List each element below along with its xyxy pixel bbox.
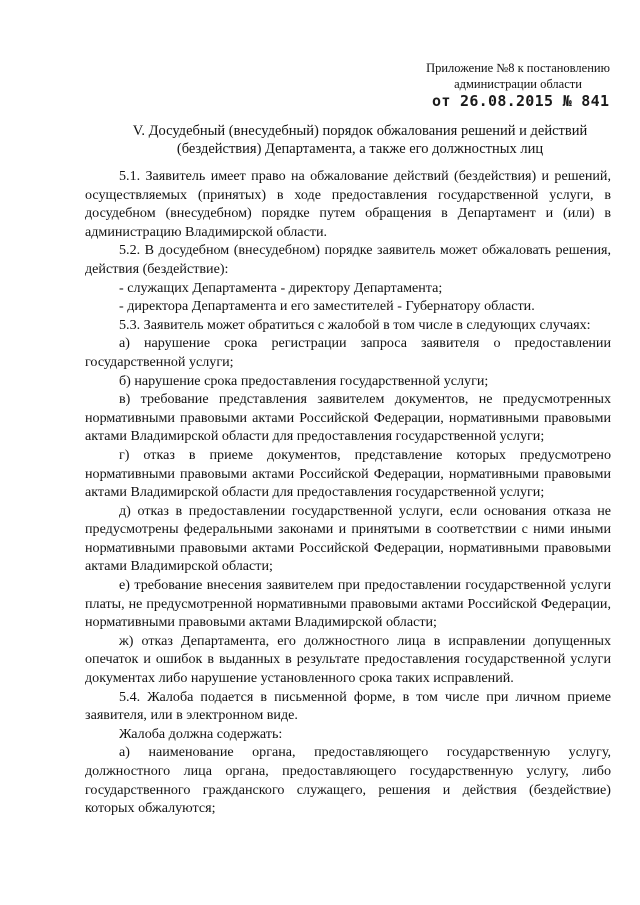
list-item-director: - директора Департамента и его заместителей - Губернатору области. — [119, 298, 535, 315]
complaint-contents-intro: Жалоба должна содержать: — [119, 725, 283, 742]
section-title-line-2: (бездействия) Департамента, а также его должностных лиц — [176, 141, 544, 157]
section-title-line-1: V. Досудебный (внесудебный) порядок обжалования решений и действий — [132, 123, 588, 139]
complaint-item-a: а) наименование органа, предоставляющего государственную услугу, должностного лица органа, предоставляющего государственную услугу, либо государственного гражданского служащего, решения и действия (бездействие) которых обжалуются; — [85, 744, 611, 817]
paragraph-5-1: 5.1. Заявитель имеет право на обжалование действий (бездействия) и решений, осуществляемых (принятых) в ходе предоставления государственной услуги, в досудебном (внесудебном) порядке путем обращения в Департамент и (или) в администрацию Владимирской области. — [85, 168, 611, 240]
attachment-header — [418, 60, 618, 92]
date-number-stamp: от 26.08.2015 № 841 — [432, 92, 610, 110]
list-item-a: а) нарушение срока регистрации запроса заявителя о предоставлении государственной услуги; — [85, 335, 611, 370]
section-title — [110, 122, 610, 158]
list-item-b: б) нарушение срока предоставления государственной услуги; — [119, 372, 489, 389]
paragraph-5-4: 5.4. Жалоба подается в письменной форме, в том числе при личном приеме заявителя, или в электронном виде. — [85, 688, 611, 724]
paragraph-5-3: 5.3. Заявитель может обратиться с жалобой в том числе в следующих случаях: — [119, 316, 591, 333]
document-body — [85, 167, 611, 818]
list-item-e: е) требование внесения заявителем при предоставлении государственной услуги платы, не предусмотренной нормативными правовыми актами Российской Федерации, нормативными правовыми актами Владимирской области; — [85, 577, 611, 631]
header-line-1: Приложение №8 к постановлению — [426, 61, 610, 75]
paragraph-5-2: 5.2. В досудебном (внесудебном) порядке заявитель может обжаловать решения, действия (бездействие): — [85, 242, 611, 277]
list-item-employees: - служащих Департамента - директору Департамента; — [119, 279, 443, 296]
list-item-d: д) отказ в предоставлении государственной услуги, если основания отказа не предусмотрены федеральными законами и принятыми в соответствии с ними иными нормативными правовыми актами Российской Федерации, нормативными правовыми актами Владимирской области; — [85, 502, 611, 575]
header-line-2: администрации области — [454, 77, 582, 91]
list-item-v: в) требование представления заявителем документов, не предусмотренных нормативными правовыми актами Российской Федерации, нормативными правовыми актами Владимирской области для предоставления государственной услуги; — [85, 391, 611, 445]
list-item-zh: ж) отказ Департамента, его должностного лица в исправлении допущенных опечаток и ошибок в выданных в результате предоставления государственной услуги документах либо нарушение установленного срока таких исправлений. — [85, 632, 611, 687]
list-item-g: г) отказ в приеме документов, представление которых предусмотрено нормативными правовыми актами Российской Федерации, нормативными правовыми актами Владимирской области для предоставления государственной услуги; — [85, 446, 611, 501]
